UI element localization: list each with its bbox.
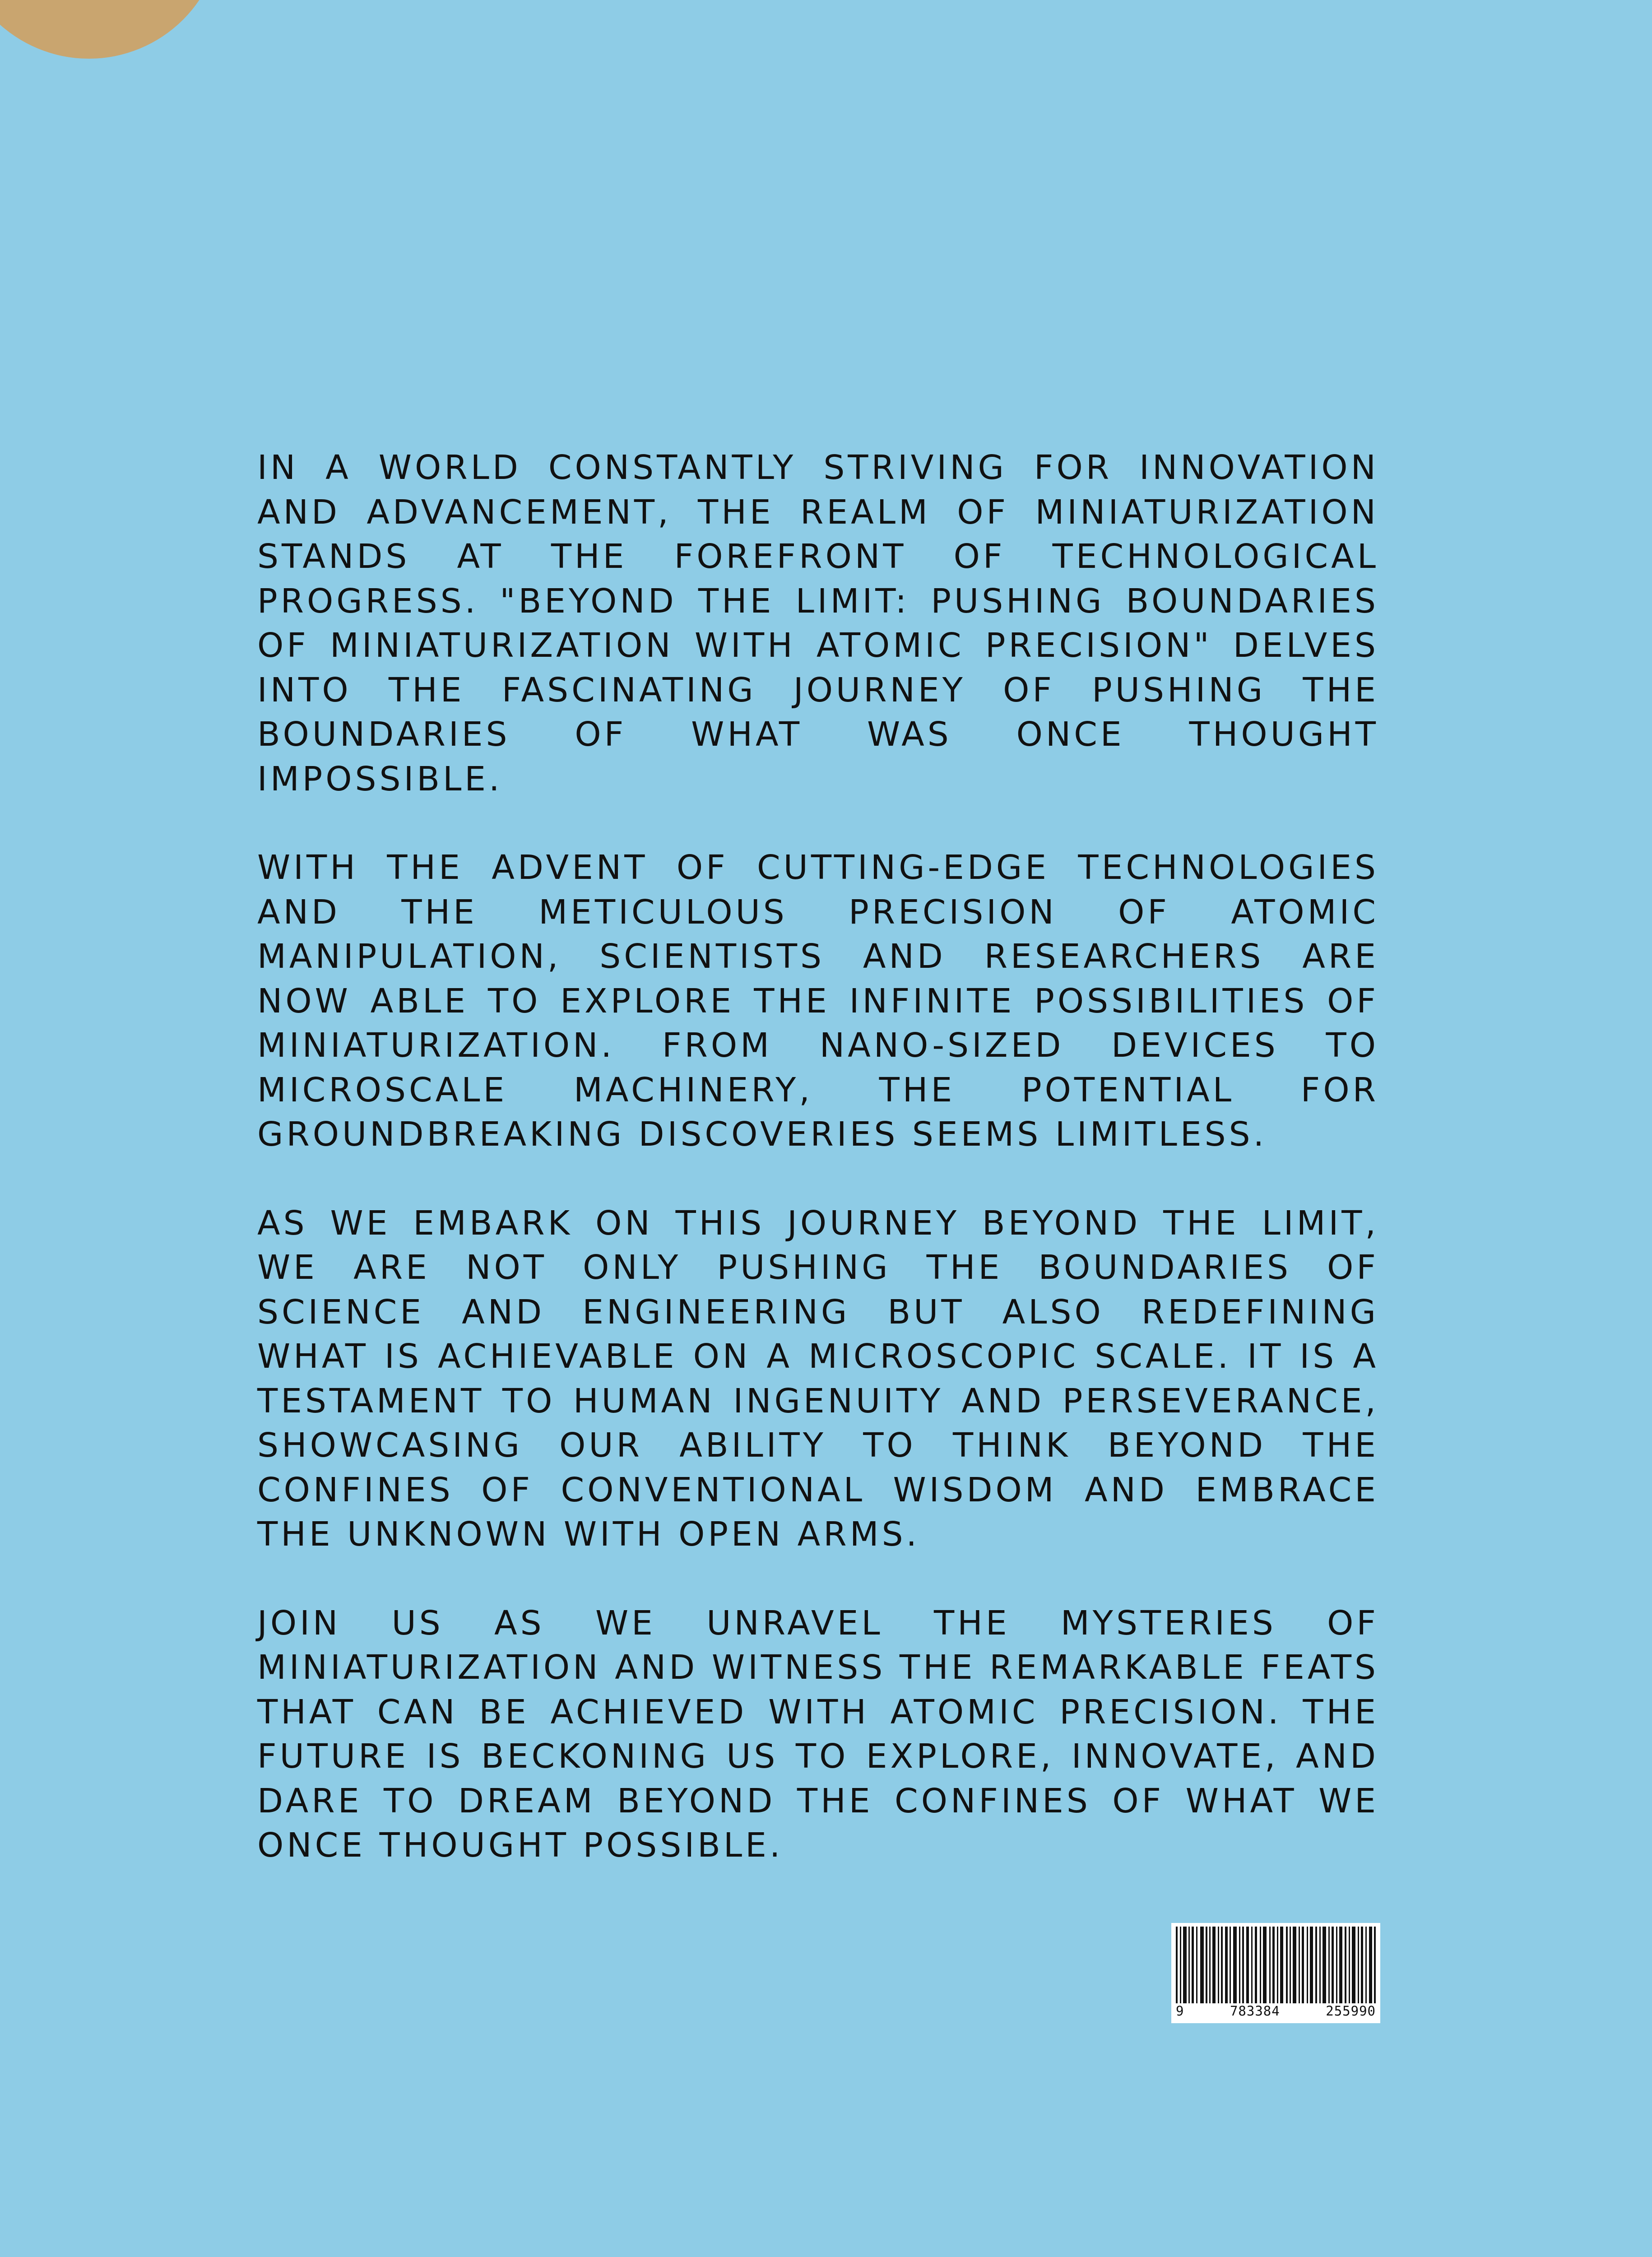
barcode-group-1: 783384 bbox=[1230, 2003, 1280, 2019]
isbn-barcode bbox=[1171, 1923, 1380, 2023]
blurb-paragraph-3: AS WE EMBARK ON THIS JOURNEY BEYOND THE LIMIT, WE ARE NOT ONLY PUSHING THE BOUNDARIES OF SCIENCE AND ENGINEERING BUT ALSO REDEFINING WHAT IS ACHIEVABLE ON A MICROSCOPIC SCALE. IT IS A TESTAMENT TO HUMAN INGENUITY AND PERSEVERANCE, SHOWCASING OUR ABILITY TO THINK BEYOND THE CONFINES OF CONVENTIONAL WISDOM AND EMBRACE THE UNKNOWN WITH OPEN ARMS. bbox=[257, 1203, 1379, 1554]
blurb-paragraph-2: WITH THE ADVENT OF CUTTING-EDGE TECHNOLOGIES AND THE METICULOUS PRECISION OF ATOMIC MANIPULATION, SCIENTISTS AND RESEARCHERS ARE NOW ABLE TO EXPLORE THE INFINITE POSSIBILITIES OF MINIATURIZATION. FROM NANO-SIZED DEVICES TO MICROSCALE MACHINERY, THE POTENTIAL FOR GROUNDBREAKING DISCOVERIES SEEMS LIMITLESS. bbox=[257, 848, 1379, 1154]
barcode-bars bbox=[1176, 1927, 1376, 2003]
blurb-paragraph-1: IN A WORLD CONSTANTLY STRIVING FOR INNOVATION AND ADVANCEMENT, THE REALM OF MINIATURIZATION STANDS AT THE FOREFRONT OF TECHNOLOGICAL PROGRESS. "BEYOND THE LIMIT: PUSHING BOUNDARIES OF MINIATURIZATION WITH ATOMIC PRECISION" DELVES INTO THE FASCINATING JOURNEY OF PUSHING THE BOUNDARIES OF WHAT WAS ONCE THOUGHT IMPOSSIBLE. bbox=[257, 448, 1379, 799]
decorative-circle bbox=[0, 0, 222, 59]
barcode-digits bbox=[1176, 2004, 1376, 2018]
blurb-text-block bbox=[257, 446, 1379, 1912]
barcode-prefix: 9 bbox=[1176, 2003, 1184, 2019]
barcode-group-2: 255990 bbox=[1326, 2003, 1376, 2019]
blurb-paragraph-4: JOIN US AS WE UNRAVEL THE MYSTERIES OF MINIATURIZATION AND WITNESS THE REMARKABLE FEATS THAT CAN BE ACHIEVED WITH ATOMIC PRECISION. THE FUTURE IS BECKONING US TO EXPLORE, INNOVATE, AND DARE TO DREAM BEYOND THE CONFINES OF WHAT WE ONCE THOUGHT POSSIBLE. bbox=[257, 1603, 1379, 1865]
